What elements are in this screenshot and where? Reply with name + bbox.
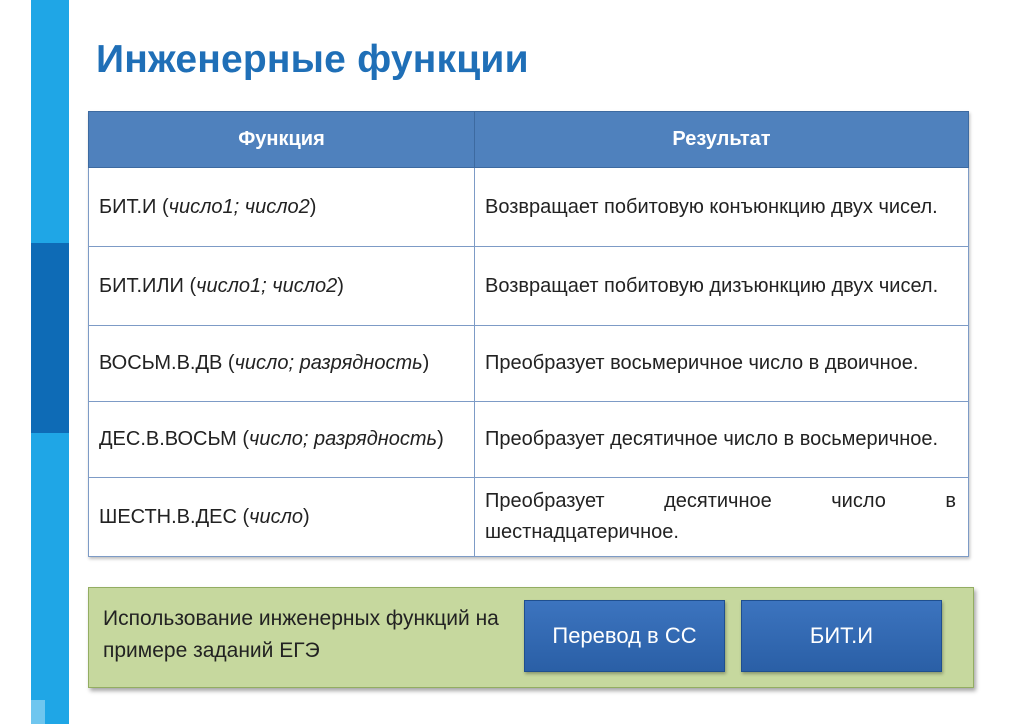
function-name: БИТ.И bbox=[99, 195, 157, 218]
args-open: ( bbox=[236, 505, 250, 528]
function-args: число1; число2 bbox=[168, 195, 310, 218]
function-name: БИТ.ИЛИ bbox=[99, 274, 184, 297]
function-cell bbox=[89, 326, 475, 402]
function-args: число; разрядность bbox=[234, 352, 423, 374]
table-header-row bbox=[89, 112, 969, 168]
table-row bbox=[89, 402, 969, 478]
bit-and-button[interactable]: БИТ.И bbox=[741, 600, 942, 672]
table-row bbox=[89, 168, 969, 247]
function-cell bbox=[89, 247, 475, 326]
args-open: ( bbox=[222, 352, 235, 374]
column-header-function: Функция bbox=[89, 112, 475, 168]
args-close: ) bbox=[303, 505, 310, 528]
navigation-panel bbox=[88, 587, 974, 688]
table-row bbox=[89, 247, 969, 326]
function-name: ВОСЬМ.В.ДВ bbox=[99, 352, 223, 374]
sidebar-corner-mark bbox=[31, 700, 45, 724]
result-cell: Преобразует десятичное число в шестнадцатеричное. bbox=[475, 478, 969, 557]
function-name: ШЕСТН.В.ДЕС bbox=[99, 505, 237, 528]
function-cell bbox=[89, 402, 475, 478]
args-open: ( bbox=[236, 428, 250, 450]
column-header-result: Результат bbox=[475, 112, 969, 168]
function-args: число; разрядность bbox=[249, 428, 438, 450]
function-cell bbox=[89, 168, 475, 247]
table-row bbox=[89, 478, 969, 557]
page-title: Инженерные функции bbox=[96, 38, 529, 81]
function-name: ДЕС.В.ВОСЬМ bbox=[99, 428, 237, 450]
args-close: ) bbox=[422, 352, 430, 374]
functions-table bbox=[88, 111, 969, 557]
navigation-caption: Использование инженерных функций на примере заданий ЕГЭ bbox=[103, 607, 499, 662]
function-args: число1; число2 bbox=[196, 274, 338, 297]
args-close: ) bbox=[309, 195, 317, 218]
args-close: ) bbox=[437, 428, 444, 450]
args-open: ( bbox=[156, 195, 169, 218]
sidebar-accent-highlight bbox=[31, 243, 69, 433]
function-cell bbox=[89, 478, 475, 557]
result-cell: Преобразует восьмеричное число в двоичное. bbox=[475, 326, 969, 402]
args-open: ( bbox=[183, 274, 197, 297]
conversion-button[interactable]: Перевод в СС bbox=[524, 600, 725, 672]
result-cell: Возвращает побитовую дизъюнкцию двух чисел. bbox=[475, 247, 969, 326]
table-row bbox=[89, 326, 969, 402]
args-close: ) bbox=[337, 274, 344, 297]
function-args: число bbox=[249, 505, 303, 528]
result-cell: Преобразует десятичное число в восьмеричное. bbox=[475, 402, 969, 478]
result-cell: Возвращает побитовую конъюнкцию двух чисел. bbox=[475, 168, 969, 247]
